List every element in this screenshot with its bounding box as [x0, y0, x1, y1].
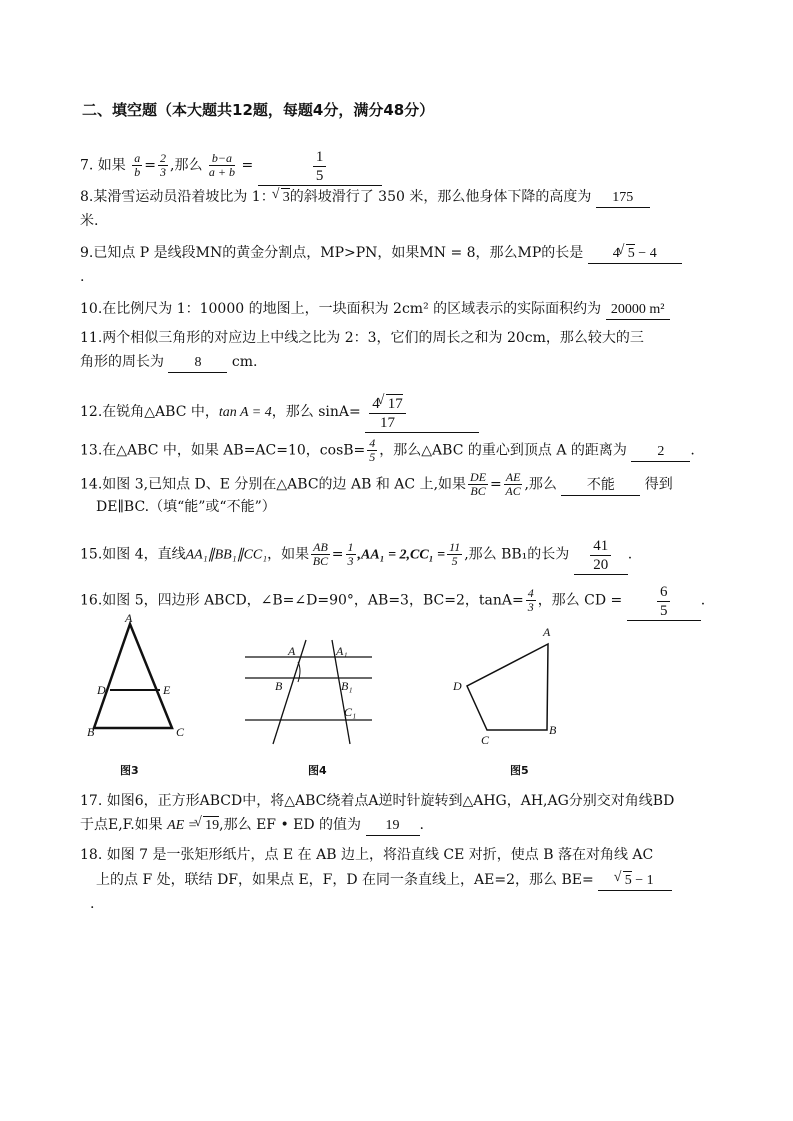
- figure-4-parallel-lines: [240, 632, 380, 752]
- question-8-cont: 米.: [80, 213, 99, 229]
- q10-answer: 20000 m²: [606, 301, 670, 320]
- question-15: 15.如图 4，直线AA₁∥BB₁∥CC₁，如果 $\frac{AB}{BC}$ = $\frac{1}{3}$ ,AA₁ = 2,CC₁ = $\frac{11}{5}$ ,那么 BB₁的长为 $\frac{41}{20}$ .: [80, 538, 633, 573]
- figure-3-triangle: [80, 612, 200, 742]
- question-18-end: .: [90, 896, 95, 912]
- q13-answer: 2: [631, 443, 690, 462]
- fig4-label-a: A: [288, 644, 296, 658]
- question-10: 10.在比例尺为 1：10000 的地图上，一块面积为 2cm² 的区域表示的实际面积约为 20000 m²: [80, 300, 670, 320]
- q8-answer: 175: [596, 189, 650, 208]
- question-16: 16.如图 5，四边形 ABCD，∠B=∠D=90°，AB=3，BC=2，tanA= $\frac{4}{3}$ ，那么 CD = $\frac{6}{5}$ .: [80, 584, 706, 619]
- fig3-label-d: D: [97, 683, 106, 697]
- question-9-cont: .: [80, 269, 85, 285]
- fig3-label-b: B: [87, 725, 95, 739]
- q12-condition: tan A = 4: [218, 405, 272, 421]
- q7-number: 7. 如果: [80, 157, 126, 174]
- q16-answer: $\frac{6}{5}$: [627, 583, 701, 621]
- q12-answer: $\frac{4√ 17}{17}$: [365, 394, 479, 433]
- fig3-label-a: A: [125, 612, 133, 625]
- fig5-label-c: C: [481, 733, 490, 747]
- q18-answer: √ 5 − 1: [598, 871, 672, 891]
- question-18-cont: 上的点 F 处，联结 DF，如果点 E，F，D 在同一条直线上，AE=2，那么 BE= √ 5 − 1: [96, 871, 672, 891]
- question-14: 14.如图 3,已知点 D、E 分别在△ABC的边 AB 和 AC 上,如果 $\frac{DE}{BC}$ = $\frac{AE}{AC}$ ,那么 不能 得到: [80, 470, 673, 498]
- q14-answer: 不能: [561, 477, 640, 496]
- q15-answer: $\frac{41}{20}$: [574, 537, 628, 575]
- fig5-label-d: D: [453, 679, 462, 693]
- fig4-label-a1: A₁: [336, 644, 348, 658]
- q7-fraction-a-b: $\frac{a}{b}$: [134, 151, 141, 180]
- question-11: 11.两个相似三角形的对应边上中线之比为 2：3，它们的周长之和为 20cm，那么较大的三: [80, 330, 644, 346]
- q14-fraction-de-bc: $\frac{DE}{BC}$: [470, 470, 487, 498]
- fig4-label-b1: B₁: [341, 679, 353, 693]
- q7-answer: $\frac{1}{5}$: [258, 148, 382, 186]
- question-7: 7. 如果 $\frac{a}{b}$ = $\frac{2}{3}$ ,那么 $\frac{b-a}{a + b}$ = $\frac{1}{5}$: [80, 148, 382, 186]
- q17-answer: 19: [366, 817, 420, 836]
- question-17-cont: 于点E,F.如果 AE =√ 19,那么 EF • ED 的值为 19 .: [80, 816, 424, 836]
- q13-fraction: $\frac{4}{5}$: [369, 436, 376, 464]
- question-13: 13.在△ABC 中，如果 AB=AC=10，cosB= $\frac{4}{5}$ ，那么△ABC 的重心到顶点 A 的距离为 2 .: [80, 436, 695, 464]
- question-17: 17. 如图6，正方形ABCD中，将△ABC绕着点A逆时针旋转到△AHG，AH,AG分别交对角线BD: [80, 793, 675, 809]
- fig4-label-b: B: [275, 679, 283, 693]
- fig4-label-c1: C₁: [344, 705, 357, 719]
- question-8: 8.某滑雪运动员沿着坡比为 1：√ 3的斜坡滑行了 350 米，那么他身体下降的高度为 175: [80, 188, 650, 208]
- q8-sqrt: √ 3: [281, 188, 290, 207]
- figure-3-caption: 图3: [120, 764, 139, 777]
- q7-fraction-2-3: $\frac{2}{3}$: [160, 151, 166, 180]
- figure-5-caption: 图5: [510, 764, 529, 777]
- section-title: 二、填空题（本大题共12题，每题4分，满分48分）: [82, 101, 435, 119]
- q7-fraction-expression: $\frac{b-a}{a + b}$: [208, 151, 236, 180]
- question-18: 18. 如图 7 是一张矩形纸片，点 E 在 AB 边上，将沿直线 CE 对折，使点 B 落在对角线 AC: [80, 847, 654, 863]
- figure-4-caption: 图4: [308, 764, 327, 777]
- question-14-cont: DE∥BC.（填“能”或“不能”）: [96, 499, 276, 515]
- figure-5-quadrilateral: [445, 622, 575, 747]
- fig5-label-b: B: [549, 723, 557, 737]
- fig3-label-e: E: [163, 683, 171, 697]
- question-9: 9.已知点 P 是线段MN的黄金分割点，MP>PN，如果MN = 8，那么MP的长是 4√ 5 − 4: [80, 244, 682, 264]
- question-11-cont: 角形的周长为 8 cm.: [80, 353, 257, 373]
- fig3-label-c: C: [176, 725, 185, 739]
- q9-answer: 4√ 5 − 4: [588, 244, 682, 264]
- q14-fraction-ae-ac: $\frac{AE}{AC}$: [505, 470, 521, 498]
- fig5-label-a: A: [543, 625, 551, 639]
- question-12: 12.在锐角△ABC 中，tan A = 4，那么 sinA= $\frac{4√ 17}{17}$: [80, 394, 479, 433]
- q11-answer: 8: [168, 354, 227, 373]
